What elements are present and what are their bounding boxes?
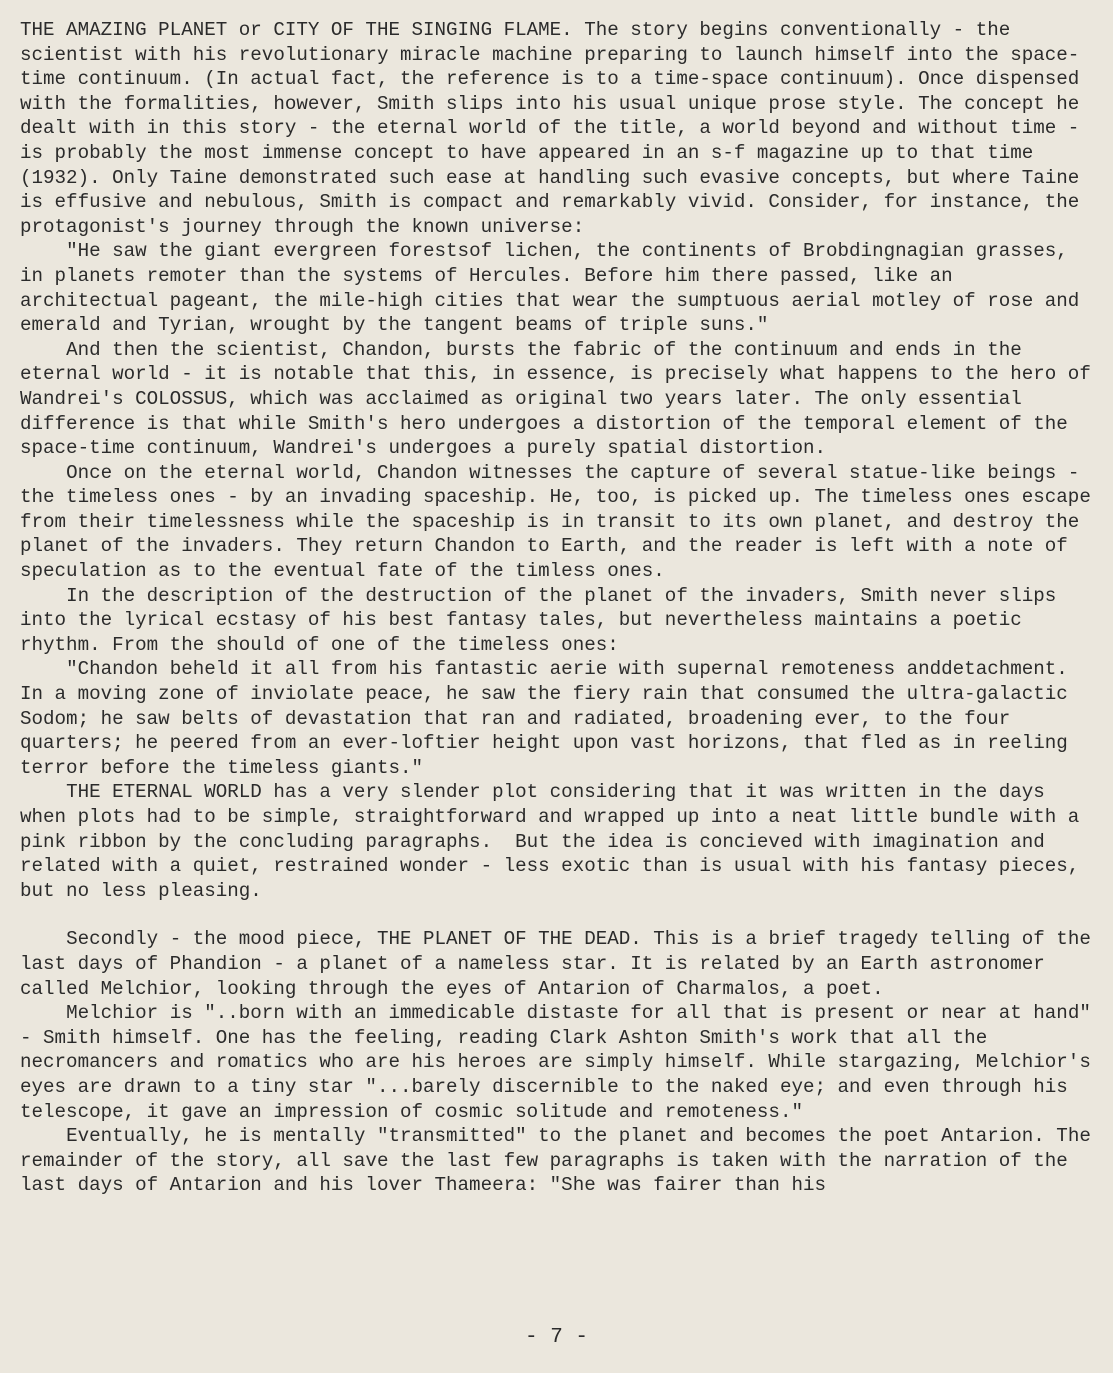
paragraph-10: Eventually, he is mentally "transmitted" to the planet and becomes the poet Antarion. The remainder of the story, all save the last few paragraphs is taken with the narration of the last days of Antarion and his lover Thameera: "She was fairer than his — [20, 1125, 1103, 1197]
paragraph-6: "Chandon beheld it all from his fantastic aerie with supernal remoteness anddetachment. In a moving zone of inviolate peace, he saw the fiery rain that consumed the ultra-galactic Sodom; he saw belts of devastation that ran and radiated, broadening ever, to the four quarters; he peered from an ever-loftier height upon vast horizons, that fled as in reeling terror before the timeless giants." — [20, 658, 1080, 779]
paragraph-gap — [20, 903, 1099, 927]
paragraph-5: In the description of the destruction of the planet of the invaders, Smith never slips into the lyrical ecstasy of his best fantasy tales, but nevertheless maintains a poetic rhythm. From the should of one of the timeless ones: — [20, 584, 1068, 656]
paragraph-9: Melchior is "..born with an immedicable distaste for all that is present or near at hand" - Smith himself. One has the feeling, reading Clark Ashton Smith's work that all the necromancers and romatics who are his heroes are simply himself. While stargazing, Melchior's eyes are drawn to a tiny star "...barely discernible to the naked eye; and even through his telescope, it gave an impression of cosmic solitude and remoteness." — [20, 1002, 1103, 1123]
body-text — [20, 18, 1103, 1198]
page-number: - 7 - — [524, 1326, 588, 1349]
paragraph-3: And then the scientist, Chandon, bursts the fabric of the continuum and ends in the eternal world - it is notable that this, in essence, is precisely what happens to the hero of Wandrei's COLOSSUS, which was acclaimed as original two years later. The only essential difference is that while Smith's hero undergoes a distortion of the temporal element of the space-time continuum, Wandrei's undergoes a purely spatial distortion. — [20, 338, 1103, 460]
paragraph-4: Once on the eternal world, Chandon witnesses the capture of several statue-like beings - the timeless ones - by an invading spaceship. He, too, is picked up. The timeless ones escape from their timelessness while the spaceship is in transit to its own planet, and destroy the planet of the invaders. They return Chandon to Earth, and the reader is left with a note of speculation as to the eventual fate of the timless ones. — [20, 461, 1103, 583]
paragraph-8: Secondly - the mood piece, THE PLANET OF THE DEAD. This is a brief tragedy telling of the last days of Phandion - a planet of a nameless star. It is related by an Earth astronomer called Melchior, looking through the eyes of Antarion of Charmalos, a poet. — [20, 928, 1103, 1000]
paragraph-2: "He saw the giant evergreen forestsof lichen, the continents of Brobdingnagian grasses, in planets remoter than the systems of Hercules. Before him there passed, like an architectual pageant, the mile-high cities that wear the sumptuous aerial motley of rose and emerald and Tyrian, wrought by the tangent beams of triple suns." — [20, 240, 1091, 337]
paragraph-1: THE AMAZING PLANET or CITY OF THE SINGING FLAME. The story begins conventionally - the scientist with his revolutionary miracle machine preparing to launch himself into the space-time continuum. (In actual fact, the reference is to a time-space continuum). Once dispensed with the formalities, however, Smith slips into his usual unique prose style. The concept he dealt with in this story - the eternal world of the title, a world beyond and without time - is probably the most immense concept to have appeared in an s-f magazine up to that time (1932). Only Taine demonstrated such ease at handling such evasive concepts, but where Taine is effusive and nebulous, Smith is compact and remarkably vivid. Consider, for instance, the protagonist's journey through the known universe: — [20, 19, 1091, 238]
paragraph-7: THE ETERNAL WORLD has a very slender plot considering that it was written in the days when plots had to be simple, straightforward and wrapped up into a neat little bundle with a pink ribbon by the concluding paragraphs. But the idea is concieved with imagination and related with a quiet, restrained wonder - less exotic than is usual with his fantasy pieces, but no less pleasing. — [20, 781, 1091, 902]
